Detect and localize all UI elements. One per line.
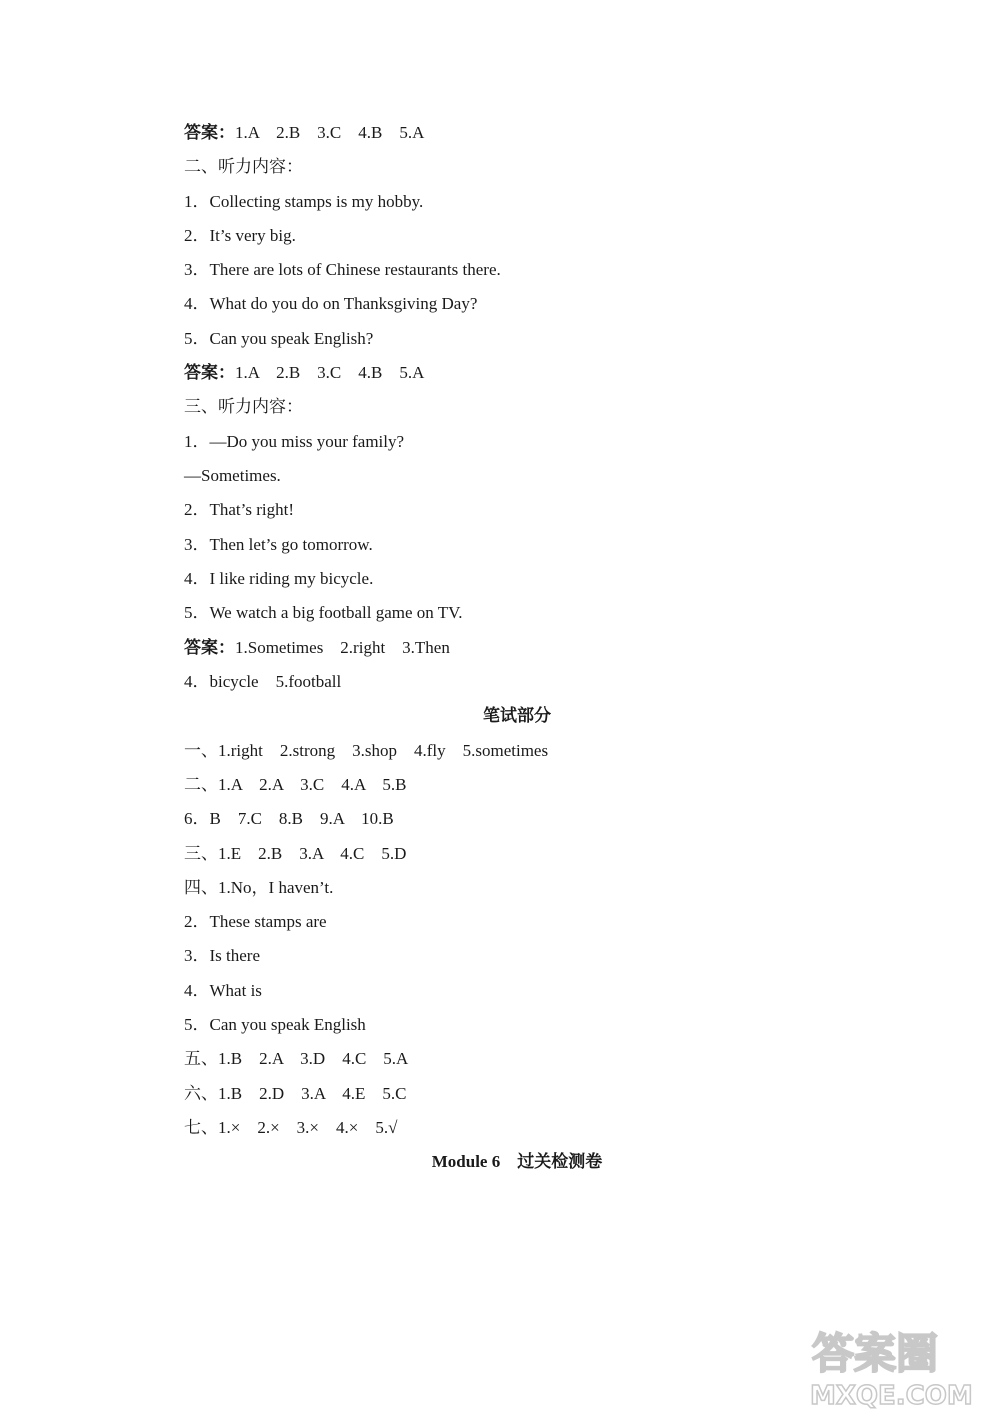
written-answer-line: 二、1.A 2.A 3.C 4.A 5.B xyxy=(184,775,407,794)
written-answer-line: 四、1.No，I haven’t. xyxy=(184,878,334,897)
answer-label: 答案： xyxy=(184,123,235,142)
answer-values: 1.A 2.B 3.C 4.B 5.A xyxy=(235,123,425,142)
listening-item: 3．There are lots of Chinese restaurants there. xyxy=(184,260,501,279)
listening-item: —Sometimes. xyxy=(184,466,281,485)
listening-item: 3．Then let’s go tomorrow. xyxy=(184,535,373,554)
written-answer-line: 三、1.E 2.B 3.A 4.C 5.D xyxy=(184,844,407,863)
written-answer-line: 2．These stamps are xyxy=(184,912,327,931)
watermark-logo-text: 答案圈 xyxy=(812,1329,939,1378)
written-answer-line: 六、1.B 2.D 3.A 4.E 5.C xyxy=(184,1084,407,1103)
section-heading: 二、听力内容： xyxy=(184,157,303,176)
written-part-title: 笔试部分 xyxy=(483,706,551,725)
listening-item: 4．What do you do on Thanksgiving Day? xyxy=(184,294,478,313)
listening-item: 2．It’s very big. xyxy=(184,226,296,245)
answer-line-1 xyxy=(184,123,424,143)
written-answer-line: 五、1.B 2.A 3.D 4.C 5.A xyxy=(184,1049,409,1068)
watermark-logo xyxy=(800,1318,990,1410)
module-title: Module 6 过关检测卷 xyxy=(431,1152,603,1171)
answer-label: 答案： xyxy=(184,363,235,382)
listening-item: 4．I like riding my bicycle. xyxy=(184,569,374,588)
answer-line-3-continued: 4．bicycle 5.football xyxy=(184,672,342,691)
answer-label: 答案： xyxy=(184,638,235,657)
answer-values: 1.A 2.B 3.C 4.B 5.A xyxy=(235,363,425,382)
answer-values: 1.Sometimes 2.right 3.Then xyxy=(235,638,450,657)
section-heading: 三、听力内容： xyxy=(184,397,303,416)
listening-item: 5．We watch a big football game on TV. xyxy=(184,603,463,622)
listening-item: 2．That’s right! xyxy=(184,500,295,519)
written-answer-line: 6．B 7.C 8.B 9.A 10.B xyxy=(184,809,394,828)
answer-line-3 xyxy=(184,638,450,658)
written-answer-line: 一、1.right 2.strong 3.shop 4.fly 5.sometimes xyxy=(184,741,549,760)
answer-line-2 xyxy=(184,363,424,383)
written-answer-line: 七、1.× 2.× 3.× 4.× 5.√ xyxy=(184,1118,398,1137)
listening-item: 1．Collecting stamps is my hobby. xyxy=(184,192,424,211)
written-answer-line: 3．Is there xyxy=(184,946,261,965)
listening-item: 1．—Do you miss your family? xyxy=(184,432,405,451)
watermark-url-text: MXQE.COM xyxy=(810,1381,973,1410)
written-answer-line: 5．Can you speak English xyxy=(184,1015,366,1034)
listening-item: 5．Can you speak English? xyxy=(184,329,374,348)
written-answer-line: 4．What is xyxy=(184,981,262,1000)
